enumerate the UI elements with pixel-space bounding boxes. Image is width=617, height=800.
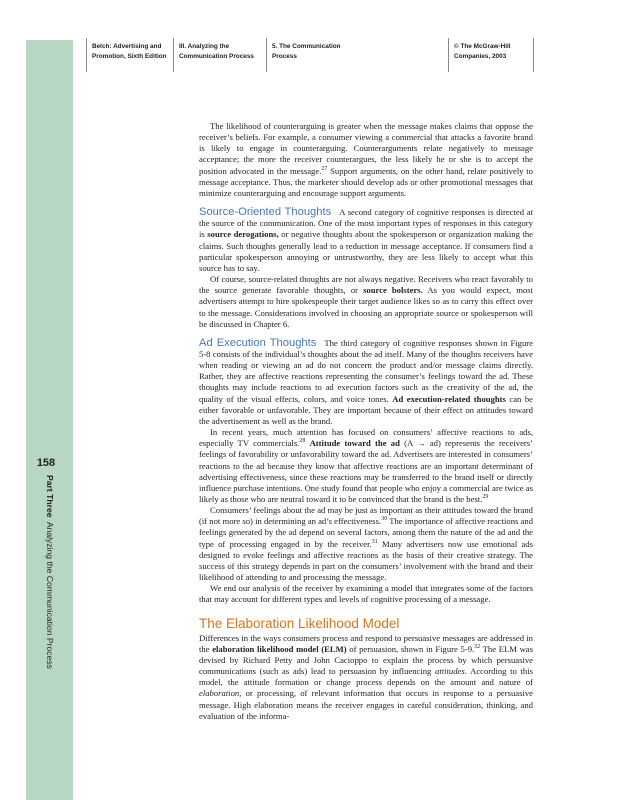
body-text: [199, 121, 533, 722]
part-running-head: [45, 475, 55, 669]
part-label: Part Three: [45, 475, 55, 518]
paragraph-model-intro: We end our analysis of the receiver by examining a model that integrates some of the factors that may account for different types and levels of cognitive processing of a message.: [199, 583, 533, 605]
paragraph-consumer-feelings: Consumers’ feelings about the ad may be just as important as their attitudes toward the brand (if not more so) in determining an ad’s effectiveness.$^{30}$ The importance of affective reactions and feelings generated by the ad depend on several factors, among them the nature of the ad and the type of processing engaged in by the receiver.$^{31}$ Many advertisers now use emotional ads designed to evoke feelings and affective reactions as the basis of their creative strategy. The success of this strategy depends in part on the consumers’ involvement with the brand and their likelihood of attending to and processing the message.: [199, 505, 534, 583]
header-book: Belch: Advertising and Promotion, Sixth Edition: [86, 38, 173, 72]
header-copyright: © The McGraw-Hill Companies, 2003: [448, 38, 534, 72]
section-heading-source-oriented: Source-Oriented Thoughts: [199, 206, 332, 219]
sidebar-band: [26, 40, 73, 800]
paragraph-counterarguing: The likelihood of counterarguing is greater when the message makes claims that oppose the receiver’s beliefs. For example, a consumer viewing a commercial that attacks a favorite brand is likely to engage in counterarguing. Counterarguments relate negatively to message acceptance; the more the receiver counterargues, the less likely he or she is to accept the position advocated in the message.$^{27}$ Support arguments, on the other hand, relate positively to message acceptance. Thus, the marketer should develop ads or other promotional messages that minimize counterarguing and encourage support arguments.: [199, 121, 533, 198]
paragraph-source-oriented: Source-Oriented Thoughts A second category of cognitive responses is directed at the source of the communication. One of the most important types of responses in this category is source derogations, or negative thoughts about the spokesperson or organization making the claims. Such thoughts generally lead to a reduction in message acceptance. If consumers find a particular spokesperson annoying or untrustworthy, they are less likely to accept what this source has to say.: [199, 206, 533, 273]
heading-elaboration-likelihood-model: The Elaboration Likelihood Model: [199, 615, 400, 631]
paragraph-ad-execution: Ad Execution Thoughts The third category of cognitive responses shown in Figure 5-8 consists of the individual’s thoughts about the ad itself. Many of the thoughts receivers have when reading or viewing an ad do not concern the product and/or message claims directly. Rather, they are affective reactions representing the consumer’s feelings toward the ad. These thoughts may include reactions to ad execution factors such as the creativity of the ad, the quality of the visual effects, colors, and voice tones. Ad execution-related thoughts can be either favorable or unfavorable. They are important because of their effect on attitudes toward the advertisement as well as the brand.: [199, 336, 533, 426]
section-heading-ad-execution: Ad Execution Thoughts: [199, 336, 317, 349]
part-title: Analyzing the Communication Process: [45, 521, 55, 669]
paragraph-attitude-toward-ad: In recent years, much attention has focused on consumers’ affective reactions to ads, especially TV commercials.$^{28}$ Attitude toward the ad (A → ad) represents the receivers’ feelings of favorability or unfavorability toward the ad. Advertisers are interested in consumers’ reactions to the ad because they know that affective reactions are an important determinant of advertising effectiveness, since these reactions may be transferred to the brand itself or directly influence purchase intentions. One study found that people who enjoy a commercial are twice as likely as those who are neutral toward it to be convinced that the brand is the best.$^{29}$: [199, 427, 534, 504]
page-number: 158: [36, 457, 56, 469]
header-part: III. Analyzing the Communication Process: [173, 38, 266, 72]
paragraph-elm: Differences in the ways consumers process and respond to persuasive messages are addressed in the elaboration likelihood model (ELM) of persuasion, shown in Figure 5-9.32 The ELM was devised by Richard Petty and John Cacioppo to explain the process by which persuasive communications (such as ads) lead to persuasion by influencing attitudes. According to this model, the attitude formation or change process depends on the amount and nature of elaboration, or processing, of relevant information that occurs in response to a persuasive message. High elaboration means the receiver engages in careful consideration, thinking, and evaluation of the informa-: [199, 632, 533, 721]
paragraph-source-bolsters: Of course, source-related thoughts are not always negative. Receivers who react favorably to the source generate favorable thoughts, or source bolsters. As you would expect, most advertisers attempt to hire spokespeople their target audience likes so as to carry this effect over to the message. Considerations involved in choosing an appropriate source or spokesperson will be discussed in Chapter 6.: [199, 274, 533, 329]
header-chapter: 5. The Communication Process: [266, 38, 448, 72]
